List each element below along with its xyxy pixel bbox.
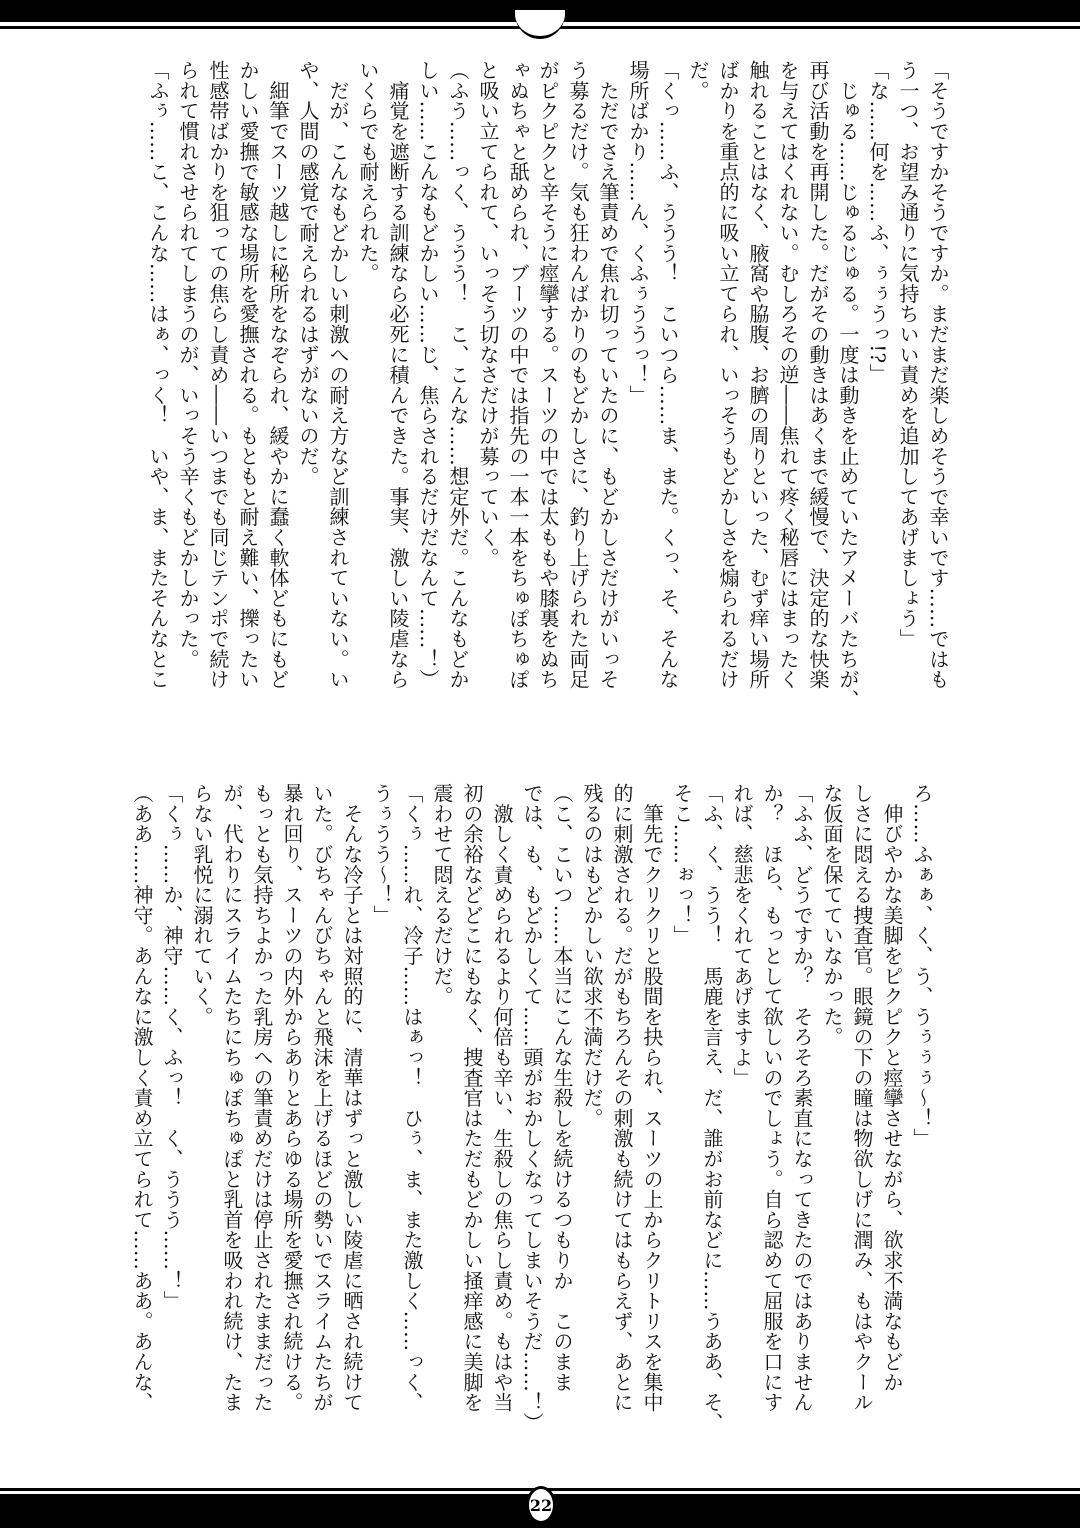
text-column: そこ……ぉっ！」 — [670, 783, 694, 946]
text-column: 再び活動を再開した。だがその動きはあくまで緩慢で、決定的な快楽 — [806, 60, 830, 690]
text-column: がピクピクと辛そうに痙攣する。スーツの中では太ももや膝裏をぬち — [536, 60, 560, 690]
text-column: 激しく責められるより何倍も辛い、生殺しの焦らし責め。もはや当 — [490, 783, 514, 1413]
text-column: 「ふ、く、うう！ 馬鹿を言え、だ、誰がお前などに……うああ、そ、 — [700, 783, 724, 1433]
text-column: や、人間の感覚で耐えられるはずがないのだ。 — [296, 60, 320, 487]
text-column: 「くぅ……か、神守……く、ふっ！ く、ううう……！」 — [160, 783, 184, 1311]
text-column: いた。びちゃんびちゃんと飛沫を上げるほどの勢いでスライムたちが — [310, 783, 334, 1413]
text-column: な仮面を保てていなかった。 — [820, 783, 844, 1047]
text-column: うぅうう〜！」 — [370, 783, 394, 926]
text-column: か？ ほら、もっとして欲しいのでしょう。自ら認めて屈服を口にす — [760, 783, 784, 1413]
text-column: 震わせて悶えるだけだ。 — [430, 783, 454, 1007]
text-column: 「くぅ……れ、冷子……はぁっ！ ひぅ、ま、また激しく……っく、 — [400, 783, 424, 1413]
text-column: だが、こんなもどかしい刺激への耐え方など訓練されていない。い — [326, 60, 350, 690]
text-column: 初の余裕などどこにもなく、捜査官はただもどかしい掻痒感に美脚を — [460, 783, 484, 1413]
text-column: いくらでも耐えられた。 — [356, 60, 380, 284]
text-column: 痛覚を遮断する訓練なら必死に積んできた。事実、激しい陵虐なら — [386, 60, 410, 690]
text-column: （ああ……神守。あんなに激しく責め立てられて……ああ。あんな、 — [130, 783, 154, 1413]
text-column: 性感帯ばかりを狙っての焦らし責め――いつまでも同じテンポで続け — [206, 60, 230, 690]
text-block-lower — [127, 783, 937, 1433]
text-column: かしい愛撫で敏感な場所を愛撫される。もともと耐え難い、擽ったい — [236, 60, 260, 690]
text-column: そんな冷子とは対照的に、清華はずっと激しい陵虐に晒され続けて — [340, 783, 364, 1413]
text-column: じゅる……じゅるじゅる。一度は動きを止めていたアメーバたちが、 — [836, 60, 860, 710]
text-column: 暴れ回り、スーツの内外からありとあらゆる場所を愛撫され続ける。 — [280, 783, 304, 1413]
text-column: 触れることはなく、腋窩や脇腹、お臍の周りといった、むず痒い場所 — [746, 60, 770, 690]
text-column: られて慣れさせられてしまうのが、いっそう辛くもどかしかった。 — [176, 60, 200, 669]
text-column: ゃぬちゃと舐められ、ブーツの中では指先の一本一本をちゅぽちゅぽ — [506, 60, 530, 690]
text-column: と吸い立てられて、いっそう切なさだけが募っていく。 — [476, 60, 500, 568]
top-border-ornament — [515, 10, 565, 39]
text-column: う一つ、お望み通りに気持ちいい責めを追加してあげましょう」 — [896, 60, 920, 649]
text-column: 的に刺激される。だがもちろんその刺激も続けてはもらえず、あとに — [610, 783, 634, 1413]
text-column: では、も、もどかしくて……頭がおかしくなってしまいそうだ……！） — [520, 783, 544, 1433]
text-column: が、代わりにスライムたちにちゅぽちゅぽと乳首を吸われ続け、たま — [220, 783, 244, 1413]
text-column: 残るのはもどかしい欲求不満だけだ。 — [580, 783, 604, 1129]
text-column: らない乳悦に溺れていく。 — [190, 783, 214, 1027]
text-column: う募るだけ。気も狂わんばかりのもどかしさに、釣り上げられた両足 — [566, 60, 590, 690]
text-column: 伸びやかな美脚をピクピクと痙攣させながら、欲求不満なもどか — [880, 783, 904, 1392]
text-column: 「そうですかそうですか。まだまだ楽しめそうで幸いです……ではも — [926, 60, 950, 690]
text-column: しさに悶える捜査官。眼鏡の下の瞳は物欲しげに潤み、もはやクール — [850, 783, 874, 1413]
text-column: を与えてはくれない。むしろその逆――焦れて疼く秘唇にはまったく — [776, 60, 800, 690]
text-column: 「ふふ、どうですか？ そろそろ素直になってきたのではありません — [790, 783, 814, 1413]
page-number: 22 — [526, 1486, 556, 1524]
text-column: れば、慈悲をくれてあげますよ」 — [730, 783, 754, 1088]
text-column: 「くっ……ふ、ううう！ こいつら……ま、また。くっ、そ、そんな — [656, 60, 680, 690]
text-column: ろ……ふぁぁ、く、う、うぅぅぅ〜！」 — [910, 783, 934, 1149]
text-column: ただでさえ筆責めで焦れ切っていたのに、もどかしさだけがいっそ — [596, 60, 620, 690]
text-block-upper — [143, 60, 953, 710]
text-column: 「ふぅ……こ、こんな……はぁ、っく！ いや、ま、またそんなとこ — [146, 60, 170, 690]
text-column: 細筆でスーツ越しに秘所をなぞられ、緩やかに蠢く軟体どもにもど — [266, 60, 290, 690]
text-column: しい……こんなもどかしい……じ、焦らされるだけだなんて……！） — [416, 60, 440, 690]
text-column: 場所ばかり……ん、くふぅううっ！」 — [626, 60, 650, 406]
text-column: 「な……何を……ふ、ぅぅうっ!?」 — [866, 60, 890, 384]
text-column: だ。 — [686, 60, 710, 101]
text-column: ばかりを重点的に吸い立てられ、いっそうもどかしさを煽られるだけ — [716, 60, 740, 690]
text-column: （こ、こいつ……本当にこんな生殺しを続けるつもりか このまま — [550, 783, 574, 1392]
text-column: 筆先でクリクリと股間を抉られ、スーツの上からクリトリスを集中 — [640, 783, 664, 1413]
text-column: （ふう……っく、ううう！ こ、こんな……想定外だ。こんなもどか — [446, 60, 470, 690]
text-column: もっとも気持ちよかった乳房への筆責めだけは停止されたままだった — [250, 783, 274, 1413]
